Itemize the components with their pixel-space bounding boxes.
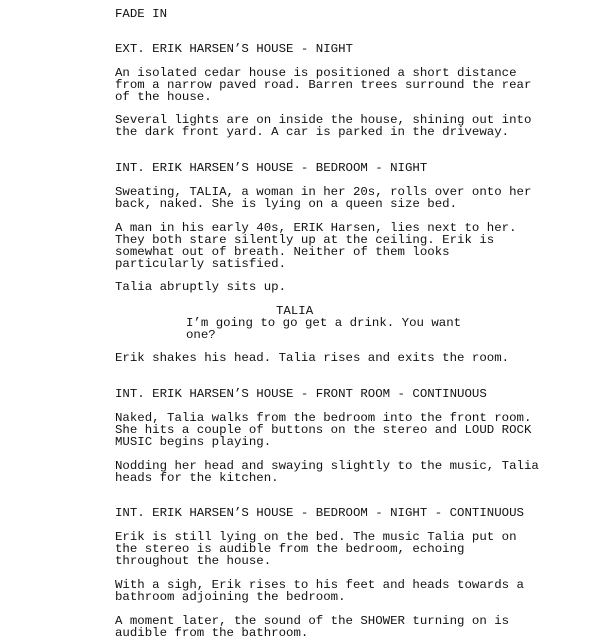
action-line: Talia abruptly sits up.: [115, 280, 287, 294]
action-line: With a sigh, Erik rises to his feet and heads towards a: [115, 578, 524, 592]
action-line: They both stare silently up at the ceiling. Erik is: [115, 233, 495, 247]
action-line: Sweating, TALIA, a woman in her 20s, rolls over onto her: [115, 185, 532, 199]
scene-heading: EXT. ERIK HARSEN’S HOUSE - NIGHT: [115, 42, 353, 56]
scene-heading: INT. ERIK HARSEN’S HOUSE - BEDROOM - NIGHT: [115, 161, 428, 175]
action-line: MUSIC begins playing.: [115, 435, 272, 449]
transition-fade-in: FADE IN: [115, 7, 168, 21]
scene-heading: INT. ERIK HARSEN’S HOUSE - BEDROOM - NIGHT - CONTINUOUS: [115, 506, 524, 520]
dialogue-line: one?: [186, 328, 216, 342]
action-line: A moment later, the sound of the SHOWER turning on is: [115, 614, 510, 628]
action-line: particularly satisfied.: [115, 257, 287, 271]
action-line: She hits a couple of buttons on the stereo and LOUD ROCK: [115, 423, 532, 437]
action-line: Erik is still lying on the bed. The music Talia put on: [115, 530, 517, 544]
action-line: audible from the bathroom.: [115, 626, 309, 640]
action-line: heads for the kitchen.: [115, 471, 279, 485]
action-line: Erik shakes his head. Talia rises and exits the room.: [115, 351, 510, 365]
action-line: of the house.: [115, 90, 212, 104]
action-line: from a narrow paved road. Barren trees surround the rear: [115, 78, 532, 92]
action-line: bathroom adjoining the bedroom.: [115, 590, 346, 604]
action-line: A man in his early 40s, ERIK Harsen, lies next to her.: [115, 221, 517, 235]
action-line: throughout the house.: [115, 554, 272, 568]
action-line: somewhat out of breath. Neither of them looks: [115, 245, 450, 259]
action-line: the dark front yard. A car is parked in the driveway.: [115, 125, 510, 139]
action-line: Several lights are on inside the house, shining out into: [115, 113, 532, 127]
dialogue-line: I’m going to go get a drink. You want: [186, 316, 462, 330]
action-line: Nodding her head and swaying slightly to the music, Talia: [115, 459, 539, 473]
character-name: TALIA: [276, 304, 314, 318]
scene-heading: INT. ERIK HARSEN’S HOUSE - FRONT ROOM - CONTINUOUS: [115, 387, 487, 401]
action-line: Naked, Talia walks from the bedroom into the front room.: [115, 411, 532, 425]
action-line: back, naked. She is lying on a queen size bed.: [115, 197, 458, 211]
action-line: the stereo is audible from the bedroom, echoing: [115, 542, 465, 556]
action-line: An isolated cedar house is positioned a short distance: [115, 66, 517, 80]
